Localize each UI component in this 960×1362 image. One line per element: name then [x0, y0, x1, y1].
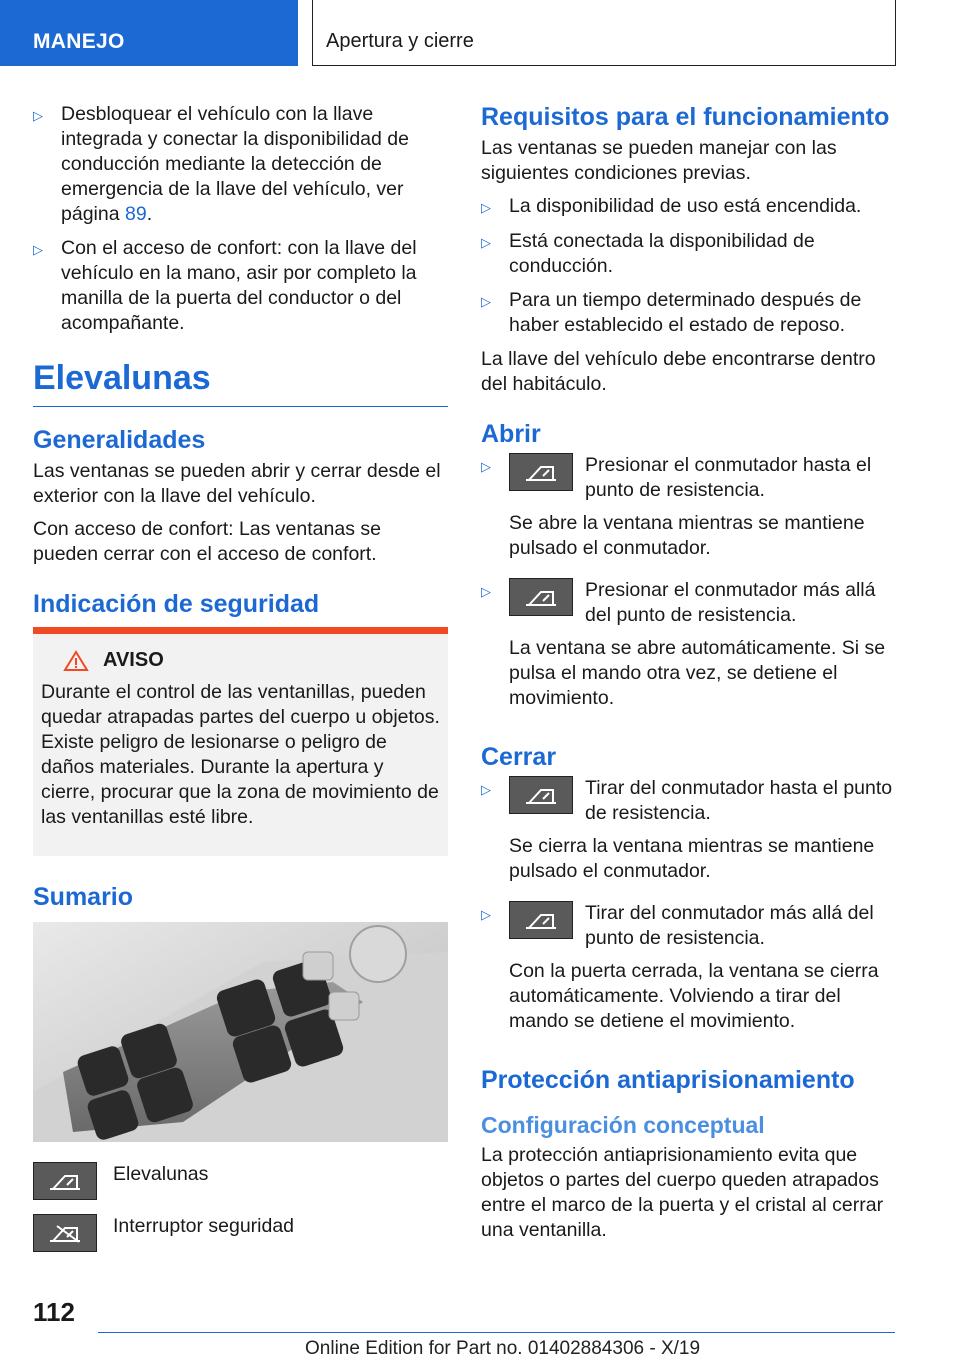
paragraph: La protección antiaprisionamiento evita que objetos o partes del cuerpo queden atrapados entre el marco de la puerta y el cristal al cerrar una ventanilla. [481, 1144, 884, 1241]
window-switch-icon [509, 453, 573, 491]
safety-switch-icon [33, 1214, 97, 1252]
warning-box [33, 627, 448, 856]
window-switch-icon [33, 1162, 97, 1200]
window-switch-icon [509, 578, 573, 616]
list-item: ▷ Para un tiempo determinado después de haber establecido el estado de reposo. [481, 289, 862, 336]
bullet-triangle-icon: ▷ [481, 200, 491, 215]
legend-row [33, 1214, 448, 1252]
paragraph: La llave del vehículo debe encontrarse dentro del habitáculo. [481, 348, 876, 395]
page-link[interactable]: 89 [124, 203, 147, 225]
bullet-triangle-icon: ▷ [481, 459, 491, 474]
warning-triangle-icon [63, 650, 89, 672]
bullet-triangle-icon: ▷ [481, 235, 491, 250]
legend-label: Interruptor seguridad [113, 1215, 295, 1237]
chapter-title: Elevalunas [33, 358, 448, 407]
list-item: ▷ Presionar el conmutador hasta el punto de resistencia. Se abre la ventana mientras se mantiene pulsado el conmutador. [481, 453, 896, 569]
list-item: ▷ Con el acceso de confort: con la llave del vehículo en la mano, asir por completo la manilla de la puerta del conductor o del acompañante. [33, 237, 417, 334]
right-column [481, 102, 896, 1251]
bullet-triangle-icon: ▷ [481, 907, 491, 922]
page-number: 112 [33, 1297, 75, 1327]
section-title-requisitos: Requisitos para el funcionamiento [481, 103, 890, 131]
list-item: ▷ La disponibilidad de uso está encendida. [481, 194, 896, 220]
list-item: ▷ Tirar del conmutador hasta el punto de resistencia. Se cierra la ventana mientras se mantiene pulsado el conmutador. [481, 776, 896, 892]
legend-row [33, 1162, 448, 1200]
list-item: ▷ Está conectada la disponibilidad de conducción. [481, 230, 815, 277]
page-header-title: Apertura y cierre [312, 0, 896, 66]
list-item: ▷ Desbloquear el vehículo con la llave integrada y conectar la disponibilidad de conducción mediante la detección de emergencia de la llave del vehículo, ver página 89. [33, 103, 409, 225]
section-title-sumario: Sumario [33, 883, 134, 911]
legend-label: Elevalunas [113, 1163, 209, 1185]
edition-note: Online Edition for Part no. 01402884306 - X/19 [305, 1338, 701, 1359]
window-switches-photo [33, 922, 448, 1142]
paragraph: Las ventanas se pueden abrir y cerrar desde el exterior con la llave del vehículo. [33, 460, 441, 507]
window-switch-icon [509, 901, 573, 939]
paragraph: Con acceso de confort: Las ventanas se pueden cerrar con el acceso de confort. [33, 518, 381, 565]
left-column [33, 102, 448, 1266]
warning-title: AVISO [103, 649, 164, 671]
section-title-seguridad: Indicación de seguridad [33, 590, 320, 618]
section-title-abrir: Abrir [481, 420, 541, 448]
bullet-triangle-icon: ▷ [481, 782, 491, 797]
section-title-proteccion: Protección antiaprisionamiento [481, 1066, 855, 1094]
window-switch-icon [509, 776, 573, 814]
list-item: ▷ Tirar del conmutador más allá del punto de resistencia. Con la puerta cerrada, la ventana se cierra automáticamente. Volviendo a tirar del mando se detiene el movimiento. [481, 901, 896, 1042]
bullet-triangle-icon: ▷ [481, 294, 491, 309]
bullet-triangle-icon: ▷ [481, 584, 491, 599]
section-title-cerrar: Cerrar [481, 743, 557, 771]
section-title-generalidades: Generalidades [33, 426, 206, 454]
section-tab: MANEJO [0, 0, 298, 66]
bullet-triangle-icon: ▷ [33, 108, 43, 123]
bullet-triangle-icon: ▷ [33, 242, 43, 257]
list-item: ▷ Presionar el conmutador más allá del punto de resistencia. La ventana se abre automáticamente. Si se pulsa el mando otra vez, se detiene el movimiento. [481, 578, 896, 719]
warning-text: Durante el control de las ventanillas, pueden quedar atrapadas partes del cuerpo u objetos. Existe peligro de lesionarse o peligro de daños materiales. Durante la apertura y cierre, procurar que la zona de movimiento de las ventanillas esté libre. [41, 681, 440, 828]
paragraph: Las ventanas se pueden manejar con las siguientes condiciones previas. [481, 137, 837, 184]
subsection-title: Configuración conceptual [481, 1112, 765, 1138]
footer-rule [98, 1332, 895, 1333]
